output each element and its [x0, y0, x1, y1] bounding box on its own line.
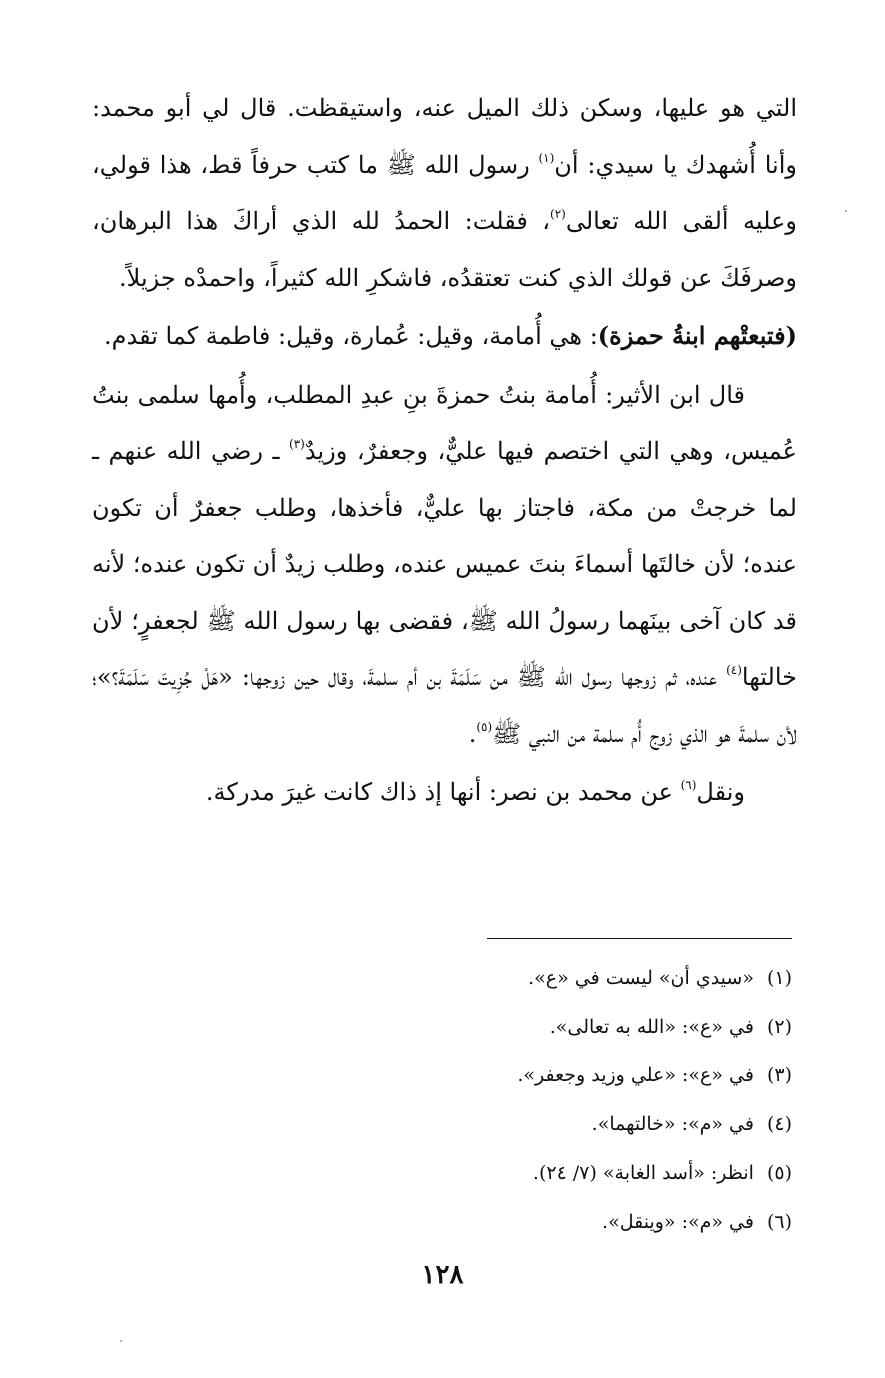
- footnote-text: انظر: «أسد الغابة» (٧/ ٢٤).: [532, 1161, 754, 1184]
- footnote-number: (١): [766, 967, 792, 989]
- footnote: [200, 954, 792, 1003]
- quoted-heading: (فتبعتْهم ابنةُ حمزة): [597, 321, 797, 350]
- footnote-separator: [487, 938, 792, 939]
- footnote-number: (٢): [766, 1015, 792, 1038]
- footnote: [200, 1149, 792, 1198]
- paragraph-text: عنده، ثم زوجها رسول الله ﷺ من سَلَمَةَ بن أم سلمةَ، وقال حين زوجها: «هَلْ جُزِيتَ سَلَمَةَ؟»؛ لأن سلمةَ هو الذي زوج أُم سلمة من النبي ﷺ: [92, 663, 797, 748]
- scan-speck: [120, 1340, 122, 1342]
- paragraph-text: ـ رضي الله عنهم ـ لما خرجتْ من مكة، فاجتاز بها عليٌّ، فأخذها، وطلب جعفرٌ أن تكون عنده؛ لأن خالتَها أسماءَ بنتَ عميس عنده، وطلب زيدٌ أن تكون عنده؛ لأنه قد كان آخى بينَهما رسولُ الله ﷺ، فقضى بها رسول الله ﷺ لجعفرٍ؛ لأن خالتها: [92, 437, 797, 691]
- paragraph-text: التي هو عليها، وسكن ذلك الميل عنه، واستيقظت. قال لي أبو محمد: وأنا أُشهدك يا سيدي: أن: [92, 94, 797, 179]
- footnote-ref: (٣): [289, 437, 305, 451]
- footnote: [200, 1003, 792, 1052]
- paragraph-text: .: [468, 719, 477, 748]
- paragraph-text: : هي أُمامة، وقيل: عُمارة، وقيل: فاطمة كما تقدم.: [104, 322, 598, 350]
- page-number: ١٢٨: [421, 1260, 464, 1290]
- footnote-text: «سيدي أن» ليست في «ع».: [528, 967, 754, 989]
- paragraph-2: [92, 308, 797, 365]
- footnote-ref: (٦): [680, 778, 697, 792]
- footnote-number: (٥): [766, 1161, 792, 1184]
- footnote-ref: (١): [538, 150, 555, 165]
- footnote-text: في «ع»: «علي وزيد وجعفر».: [517, 1064, 754, 1087]
- footnote-text: في «م»: «وينقل».: [602, 1210, 754, 1233]
- footnote: [200, 1051, 792, 1100]
- main-text: [92, 80, 797, 821]
- footnote-text: في «م»: «خالتهما».: [591, 1113, 754, 1136]
- footnote: [200, 1198, 792, 1247]
- footnote-number: (٤): [766, 1113, 792, 1136]
- footnote-text: في «ع»: «الله به تعالى».: [549, 1015, 754, 1038]
- paragraph-4: [92, 764, 797, 821]
- paragraph-text: ونقل: [696, 778, 745, 806]
- paragraph-text: رسول الله ﷺ ما كتب حرفاً قط، هذا قولي، وعليه ألقى الله تعالى: [92, 150, 797, 235]
- footnote-number: (٣): [766, 1064, 792, 1087]
- paragraph-text: قال ابن الأثير: أُمامة بنتُ حمزةَ بنِ عبدِ المطلب، وأُمها سلمى بنتُ عُميس، وهي التي اختصم فيها عليٌّ، وجعفرٌ، وزيدٌ: [92, 380, 797, 465]
- paragraph-1: [92, 80, 797, 306]
- paragraph-text: ، فقلت: الحمدُ لله الذي أراكَ هذا البرهان، وصرفَكَ عن قولك الذي كنت تعتقدُه، فاشكرِ الله كثيراً، واحمدْه جزيلاً.: [92, 207, 797, 292]
- footnote-number: (٦): [766, 1210, 792, 1233]
- footnote-ref: (٤): [726, 663, 742, 677]
- paragraph-3: [92, 367, 797, 763]
- footnote: [200, 1100, 792, 1149]
- paragraph-text: عن محمد بن نصر: أنها إذ ذاك كانت غيرَ مدركة.: [205, 778, 681, 806]
- footnotes: [200, 954, 792, 1246]
- footnote-ref: (٢): [550, 207, 566, 221]
- footnote-ref: (٥): [476, 719, 493, 734]
- scan-speck: [845, 210, 847, 212]
